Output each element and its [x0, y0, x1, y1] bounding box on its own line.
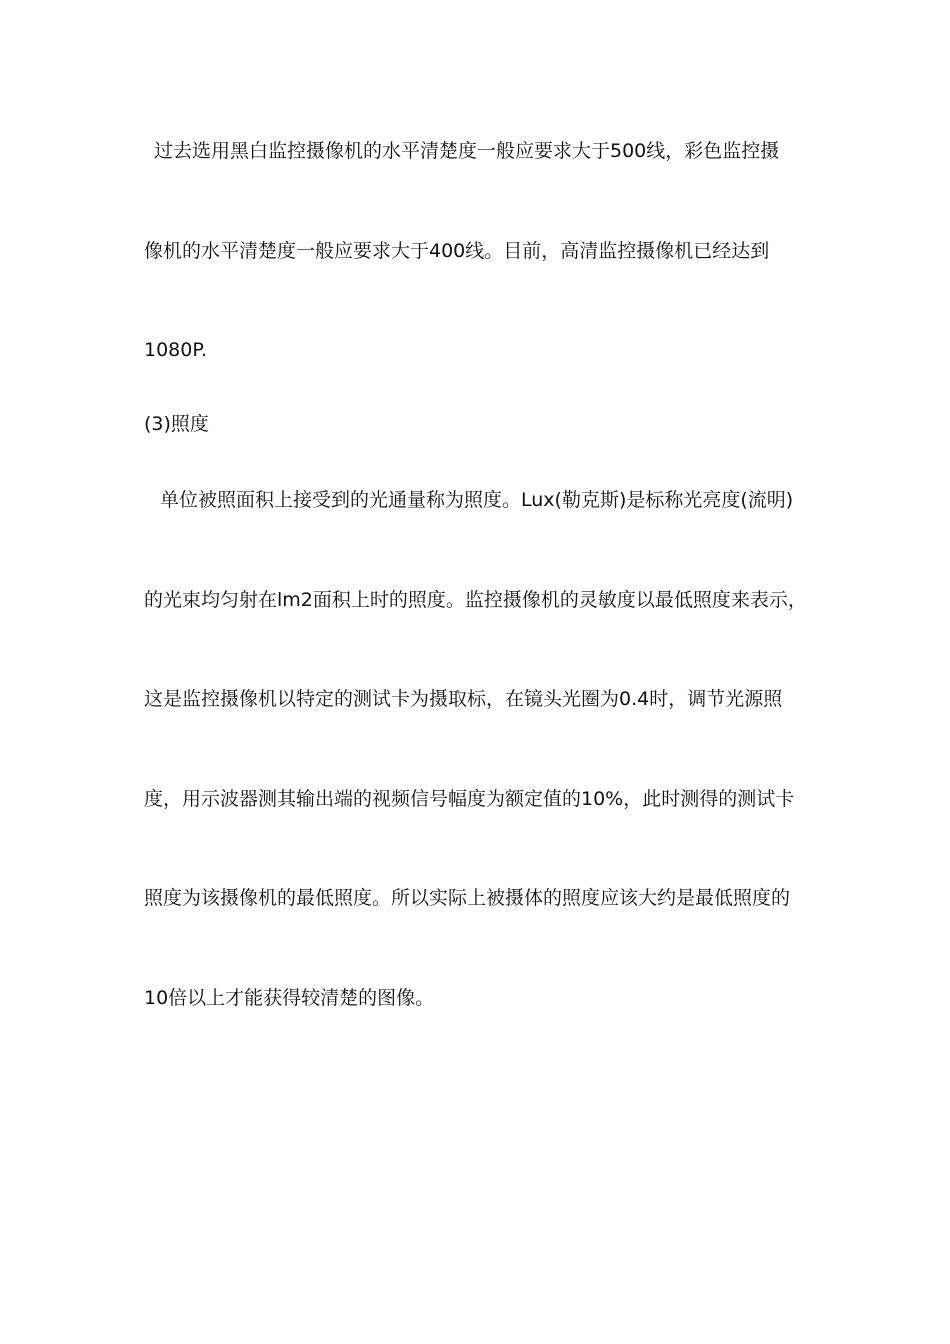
- paragraph-line-4: 单位被照面积上接受到的光通量称为照度。Lux(勒克斯)是标称光亮度(流明): [160, 489, 794, 511]
- paragraph-line-8: 照度为该摄像机的最低照度。所以实际上被摄体的照度应该大约是最低照度的: [144, 887, 791, 909]
- paragraph-line-3: 1080P.: [144, 339, 207, 361]
- section-heading: (3)照度: [144, 413, 209, 435]
- paragraph-line-6: 这是监控摄像机以特定的测试卡为摄取标，在镜头光圈为0.4时，调节光源照: [144, 688, 783, 710]
- paragraph-line-1: 过去选用黑白监控摄像机的水平清楚度一般应要求大于500线，彩色监控摄: [154, 140, 780, 162]
- paragraph-line-2: 像机的水平清楚度一般应要求大于400线。目前，高清监控摄像机已经达到: [144, 240, 770, 262]
- paragraph-line-7: 度，用示波器测其输出端的视频信号幅度为额定值的10%，此时测得的测试卡: [144, 788, 795, 810]
- paragraph-line-9: 10倍以上才能获得较清楚的图像。: [144, 987, 435, 1009]
- paragraph-line-5: 的光束均匀射在lm2面积上时的照度。监控摄像机的灵敏度以最低照度来表示，: [144, 589, 807, 611]
